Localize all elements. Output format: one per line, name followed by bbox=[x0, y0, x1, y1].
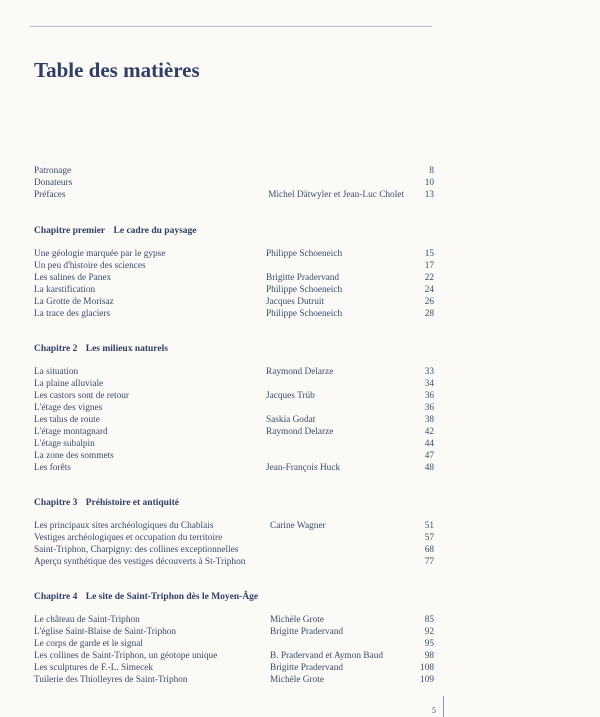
entry-page: 36 bbox=[424, 391, 434, 401]
entry-title: L'étage subalpin bbox=[34, 439, 95, 449]
entry-title: Les principaux sites archéologiques du Chablais bbox=[34, 521, 214, 531]
entry-page: 109 bbox=[420, 675, 434, 685]
entry-author: Brigitte Pradervand bbox=[270, 663, 344, 673]
page-title: Table des matières bbox=[34, 58, 200, 82]
toc-entry bbox=[34, 662, 434, 674]
entry-page: 98 bbox=[424, 651, 434, 661]
entry-title: Un peu d'histoire des sciences bbox=[34, 261, 146, 271]
chapter-name: Le site de Saint-Triphon dès le Moyen-Âge bbox=[85, 592, 259, 602]
page-number: 5 bbox=[432, 706, 436, 715]
chapter-label: Chapitre 4 bbox=[34, 592, 78, 602]
toc-entry bbox=[34, 296, 434, 308]
toc-entry bbox=[34, 544, 434, 556]
entry-page: 33 bbox=[424, 367, 434, 377]
chapter-label: Chapitre 2 bbox=[34, 344, 78, 354]
entry-author: Philippe Schoeneich bbox=[266, 249, 343, 259]
chapter-heading bbox=[34, 343, 168, 355]
entry-title: La plaine alluviale bbox=[34, 379, 104, 389]
entry-page: 34 bbox=[424, 379, 434, 389]
entry-page: 24 bbox=[424, 285, 434, 295]
toc-entry bbox=[34, 638, 434, 650]
entry-title: La Grotte de Morisaz bbox=[34, 297, 114, 307]
toc-entry bbox=[34, 532, 434, 544]
entry-page: 47 bbox=[424, 451, 434, 461]
entry-page: 22 bbox=[424, 273, 434, 283]
entry-title: Les sculptures de F.-L. Simecek bbox=[34, 663, 154, 673]
toc-entry bbox=[34, 260, 434, 272]
entry-title: Le château de Saint-Triphon bbox=[34, 615, 140, 625]
chapter-heading bbox=[34, 497, 179, 509]
entry-title: Tuilerie des Thiolleyres de Saint-Triphon bbox=[34, 675, 188, 685]
chapter-name: Préhistoire et antiquité bbox=[85, 498, 179, 508]
toc-entry bbox=[34, 614, 434, 626]
toc-entry bbox=[34, 520, 434, 532]
entry-author: Philippe Schoeneich bbox=[266, 285, 343, 295]
toc-entry bbox=[34, 378, 434, 390]
toc-entry bbox=[34, 556, 434, 568]
entry-author: Michèle Grote bbox=[270, 615, 324, 625]
entry-page: 36 bbox=[424, 403, 434, 413]
toc-entry bbox=[34, 450, 434, 462]
toc-entry bbox=[34, 674, 434, 686]
entry-title: L'église Saint-Blaise de Saint-Triphon bbox=[34, 627, 177, 637]
entry-title: L'étage montagnard bbox=[34, 427, 108, 437]
entry-title: L'étage des vignes bbox=[34, 403, 103, 413]
entry-page: 28 bbox=[424, 309, 434, 319]
entry-author: Michel Dätwyler et Jean-Luc Cholet bbox=[268, 190, 404, 200]
toc-entry bbox=[34, 284, 434, 296]
entry-page: 92 bbox=[424, 627, 434, 637]
toc-entry bbox=[34, 438, 434, 450]
entry-author: Carine Wagner bbox=[270, 521, 326, 531]
toc-entry bbox=[34, 366, 434, 378]
entry-title: Les salines de Panex bbox=[34, 273, 112, 283]
entry-title: La zone des sommets bbox=[34, 451, 114, 461]
entry-page: 13 bbox=[424, 190, 434, 200]
entry-page: 77 bbox=[424, 557, 434, 567]
entry-author: Philippe Schoeneich bbox=[266, 309, 343, 319]
entry-title: Le corps de garde et le signal bbox=[34, 639, 143, 649]
entry-title: Aperçu synthétique des vestiges découverts à St-Triphon bbox=[34, 557, 246, 567]
entry-author: B. Pradervand et Aymon Baud bbox=[270, 651, 384, 661]
entry-author: Jacques Dutruit bbox=[266, 297, 325, 307]
entry-title: Les talus de route bbox=[34, 415, 100, 425]
entry-author: Brigitte Pradervand bbox=[266, 273, 340, 283]
entry-author: Brigitte Pradervand bbox=[270, 627, 344, 637]
entry-page: 95 bbox=[424, 639, 434, 649]
entry-title: Saint-Triphon, Charpigny: des collines exceptionnelles bbox=[34, 545, 239, 555]
toc-entry bbox=[34, 189, 434, 201]
entry-title: La trace des glaciers bbox=[34, 309, 111, 319]
toc-entry bbox=[34, 308, 434, 320]
chapter-label: Chapitre 3 bbox=[34, 498, 78, 508]
entry-title: Les forêts bbox=[34, 463, 71, 473]
toc-entry bbox=[34, 165, 434, 177]
toc-entry bbox=[34, 462, 434, 474]
entry-page: 108 bbox=[420, 663, 434, 673]
entry-author: Raymond Delarze bbox=[266, 427, 334, 437]
toc-entry bbox=[34, 390, 434, 402]
entry-title: Une géologie marquée par le gypse bbox=[34, 249, 166, 259]
entry-page: 26 bbox=[424, 297, 434, 307]
entry-title: La karstification bbox=[34, 285, 96, 295]
entry-page: 10 bbox=[424, 178, 434, 188]
toc-entry bbox=[34, 402, 434, 414]
entry-title: Les collines de Saint-Triphon, un géotope unique bbox=[34, 651, 218, 661]
toc-entry bbox=[34, 626, 434, 638]
entry-page: 8 bbox=[429, 166, 434, 176]
entry-page: 68 bbox=[424, 545, 434, 555]
entry-author: Saskia Godat bbox=[266, 415, 316, 425]
chapter-name: Les milieux naturels bbox=[85, 344, 168, 354]
entry-title: Préfaces bbox=[34, 190, 66, 200]
entry-title: Les castors sont de retour bbox=[34, 391, 130, 401]
top-rule bbox=[30, 26, 432, 27]
entry-page: 51 bbox=[424, 521, 434, 531]
entry-page: 44 bbox=[424, 439, 434, 449]
chapter-name: Le cadre du paysage bbox=[113, 226, 197, 236]
entry-title: Vestiges archéologiques et occupation du territoire bbox=[34, 533, 223, 543]
toc-entry bbox=[34, 248, 434, 260]
entry-page: 42 bbox=[424, 427, 434, 437]
chapter-label: Chapitre premier bbox=[34, 226, 106, 236]
entry-title: La situation bbox=[34, 367, 79, 377]
entry-title: Patronage bbox=[34, 166, 72, 176]
toc-entry bbox=[34, 426, 434, 438]
chapter-heading bbox=[34, 225, 197, 237]
entry-title: Donateurs bbox=[34, 178, 73, 188]
entry-page: 57 bbox=[424, 533, 434, 543]
entry-author: Jean-François Huck bbox=[266, 463, 341, 473]
entry-page: 85 bbox=[424, 615, 434, 625]
toc-entry bbox=[34, 272, 434, 284]
entry-page: 48 bbox=[424, 463, 434, 473]
entry-author: Michèle Grote bbox=[270, 675, 324, 685]
entry-page: 38 bbox=[424, 415, 434, 425]
chapter-heading bbox=[34, 591, 258, 603]
toc-entry bbox=[34, 177, 434, 189]
toc-entry bbox=[34, 414, 434, 426]
page-rule bbox=[443, 696, 444, 717]
entry-author: Jacques Trüb bbox=[266, 391, 315, 401]
entry-author: Raymond Delarze bbox=[266, 367, 334, 377]
entry-page: 17 bbox=[424, 261, 434, 271]
toc-entry bbox=[34, 650, 434, 662]
entry-page: 15 bbox=[424, 249, 434, 259]
